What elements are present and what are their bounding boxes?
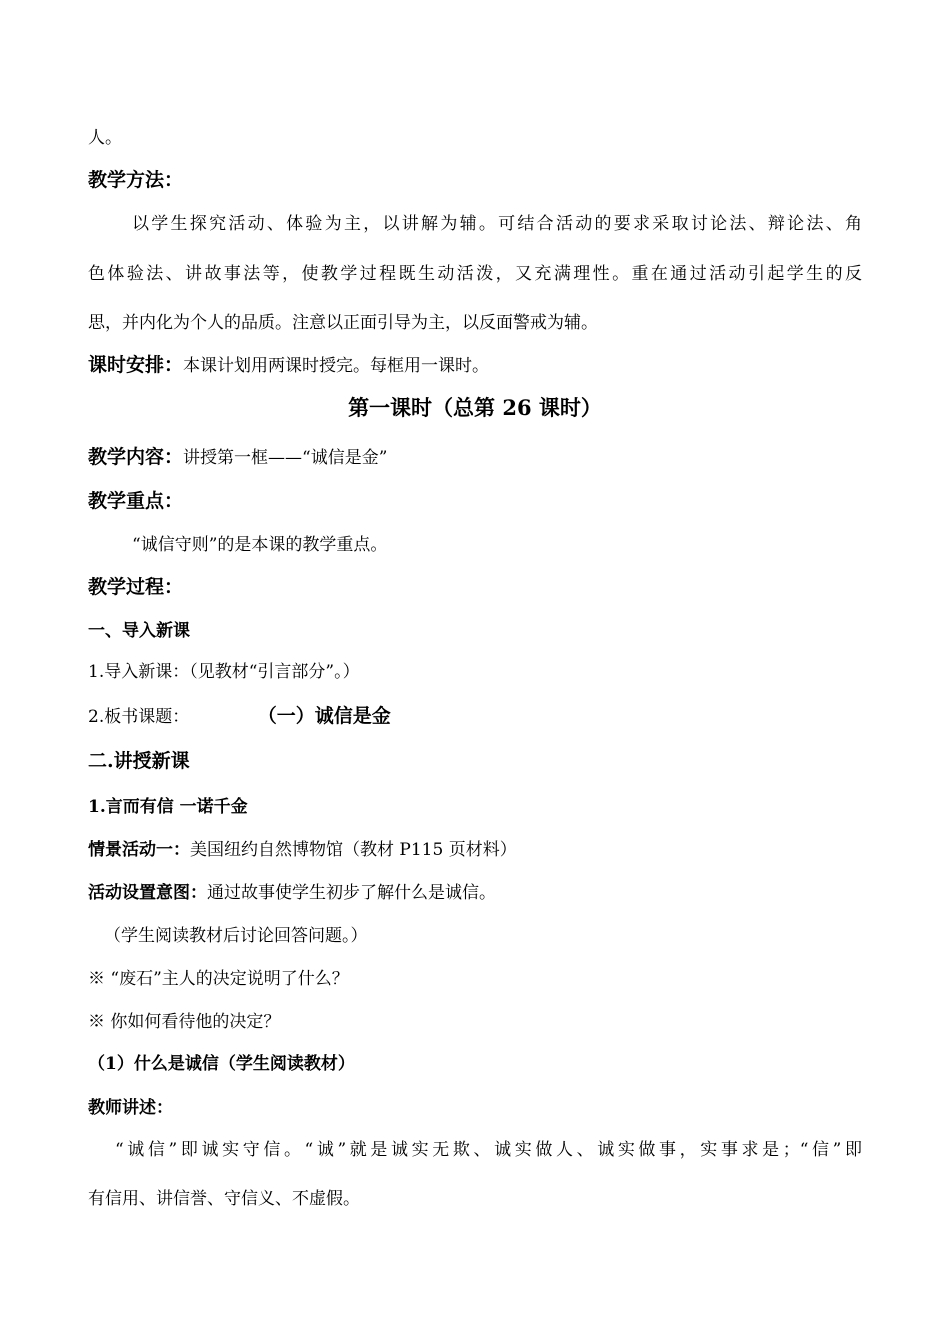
board-title: （一）诚信是金 [267,705,391,727]
focus-text: “诚信守则”的是本课的教学重点。 [132,535,388,555]
schedule-label: 课时安排： [88,354,184,376]
subsection-title: 1.言而有信 一诺千金 [88,797,248,817]
content-label: 教学内容： [88,446,184,468]
intro-step-1: 1.导入新课：（见教材“引言部分”。） [88,662,360,682]
paragraph-line: 以学生探究活动、体验为主，以讲解为辅。可结合活动的要求采取讨论法、辩论法、角 [132,214,862,234]
activity-text: 美国纽约自然博物馆（教材 P115 页材料） [190,840,517,860]
text-line: 人。 [88,128,122,148]
paragraph-line: 有信用、讲信誉、守信义、不虚假。 [88,1189,360,1209]
activity-line [88,838,517,862]
heading-teaching-focus: 教学重点： [88,490,184,512]
intent-line [88,881,496,905]
intro-step-2-label: 2.板书课题： [88,707,190,727]
intent-text: 通过故事使学生初步了解什么是诚信。 [207,883,496,903]
what-is-integrity: （1）什么是诚信（学生阅读教材） [88,1054,355,1074]
heading-teaching-method: 教学方法： [88,169,184,191]
activity-label: 情景活动一： [88,840,190,860]
schedule-text: 本课计划用两课时授完。每框用一课时。 [183,356,490,376]
paragraph-line: 思，并内化为个人的品质。注意以正面引导为主，以反面警戒为辅。 [88,313,598,333]
paragraph-line: 色体验法、讲故事法等，使教学过程既生动活泼，又充满理性。重在通过活动引起学生的反 [88,264,862,284]
teacher-narration-heading: 教师讲述： [88,1098,173,1118]
schedule-line [88,353,489,378]
heading-teaching-process: 教学过程： [88,576,184,598]
content-text: 讲授第一框——“诚信是金” [183,448,388,468]
intent-label: 活动设置意图： [88,883,207,903]
lesson-title: 第一课时（总第 26 课时） [348,395,602,420]
content-line [88,445,387,470]
reading-note: （学生阅读教材后讨论回答问题。） [104,926,368,946]
question-1: ※ “废石”主人的决定说明了什么？ [88,969,349,989]
intro-step-2 [88,704,391,729]
question-2: ※ 你如何看待他的决定？ [88,1012,281,1032]
paragraph-line: “诚信”即诚实守信。“诚”就是诚实无欺、诚实做人、诚实做事，实事求是；“信”即 [115,1140,862,1160]
section-intro: 一、导入新课 [88,621,190,641]
section-new-lesson: 二.讲授新课 [88,750,190,772]
